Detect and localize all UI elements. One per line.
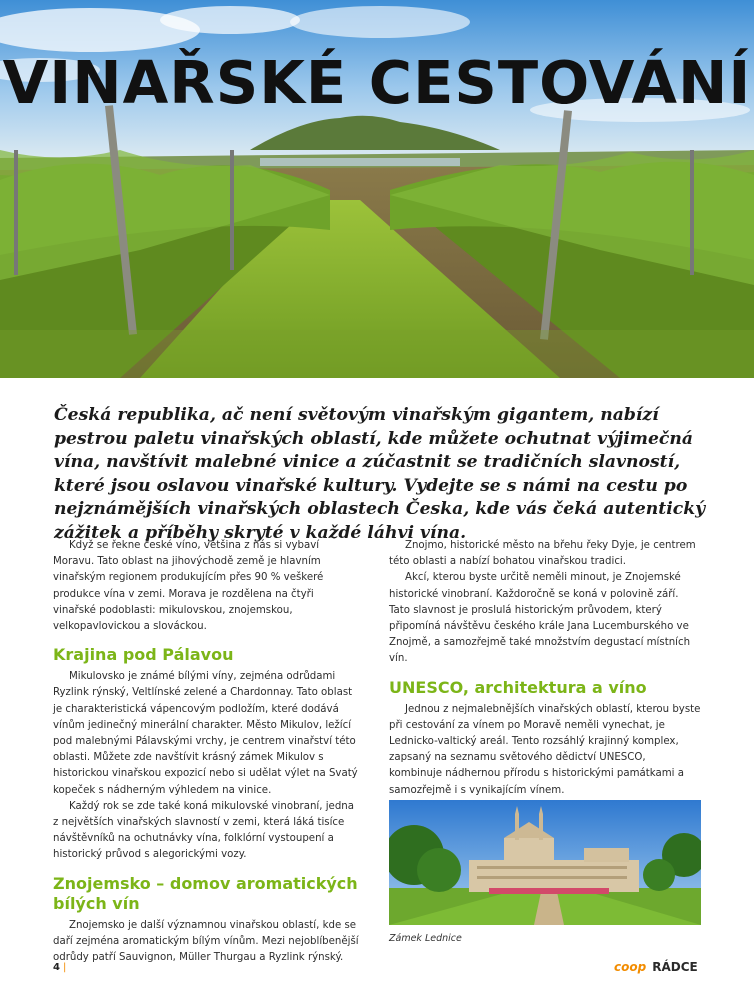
section-paragraph: Akcí, kterou byste určitě neměli minout, je Znojemské historické vinobraní. Každoročně se koná v polovině září. Tato slavnost je proslulá historickým průvodem, který připomíná návštěvu českého krále Jana Lucemburského ve Znojmě, a samozřejmě také množstvím degustací místních vín.: [389, 572, 691, 665]
coop-logo: coop: [614, 960, 647, 974]
left-column: [53, 538, 359, 966]
brand-logo: [614, 960, 698, 974]
photo-caption: Zámek Lednice: [389, 933, 462, 944]
page-number: [53, 962, 66, 973]
lednice-chateau-photo: [389, 800, 701, 925]
page-number-separator: |: [62, 962, 67, 973]
right-column: [389, 538, 701, 799]
section-heading-znojemsko: Znojemsko – domov aromatických bílých vín: [53, 873, 358, 913]
page-title: VINAŘSKÉ CESTOVÁNÍ: [2, 48, 752, 117]
section-paragraph: Mikulovsko je známé bílými víny, zejména odrůdami Ryzlink rýnský, Veltlínské zelené a Chardonnay. Tato oblast je charakteristická vápencovým podložím, které dodává vínům jedinečný minerální charakter. Město Mikulov, ležící pod malebnými Pálavskými vrchy, je centrem vinařství této oblasti. Můžete zde navštívit krásný zámek Mikulov s historickou vinařskou expozicí nebo si udělat výlet na Svatý kopeček s nádherným výhledem na vinice.: [53, 671, 358, 796]
section-paragraph: Znojmo, historické město na břehu řeky Dyje, je centrem této oblasti a nabízí bohatou vinařskou tradici.: [389, 540, 696, 568]
section-heading-unesco: UNESCO, architektura a víno: [389, 677, 647, 697]
lead-paragraph: Česká republika, ač není světovým vinařským gigantem, nabízí pestrou paletu vinařských oblastí, kde můžete ochutnat výjimečná vína, navštívit malebné vinice a zúčastnit se tradičních slavností, které jsou oslavou vinařské kultury. Vydejte se s námi na cestu po nejznámějších vinařských oblastech Česka, kde vás čeká autentický zážitek a příběhy skryté v každé láhvi vína.: [54, 405, 706, 543]
hero-photo: [0, 0, 754, 378]
brand-name: RÁDCE: [652, 960, 698, 974]
intro-paragraph: Když se řekne české víno, většina z nás si vybaví Moravu. Tato oblast na jihovýchodě země je hlavním vinařským regionem produkujícím přes 90 % veškeré produkce vína v zemi. Morava je rozdělena na čtyři vinařské podoblasti: mikulovskou, znojemskou, velkopavlovickou a slováckou.: [53, 540, 324, 633]
section-paragraph: Znojemsko je další významnou vinařskou oblastí, kde se daří zejména aromatickým bílým vínům. Mezi nejoblíbenější odrůdy patří Sauvignon, Müller Thurgau a Ryzlink rýnský.: [53, 919, 359, 964]
page-number-value: 4: [53, 962, 60, 973]
section-paragraph: Jednou z nejmalebnějších vinařských oblastí, kterou byste při cestování za vínem po Moravě neměli vynechat, je Lednicko-valtický areál. Tento rozsáhlý krajinný komplex, zapsaný na seznamu světového dědictví UNESCO, kombinuje nádhernou přírodu s historickými památkami a samozřejmě i s vynikajícím vínem.: [389, 703, 701, 796]
section-heading-palava: Krajina pod Pálavou: [53, 645, 234, 665]
section-paragraph: Každý rok se zde také koná mikulovské vinobraní, jedna z největších vinařských slavností v zemi, která láká tisíce návštěvníků na ochutnávky vína, folklórní vystoupení a historický průvod s alegorickými vozy.: [53, 800, 354, 861]
chateau-image: [389, 800, 701, 925]
